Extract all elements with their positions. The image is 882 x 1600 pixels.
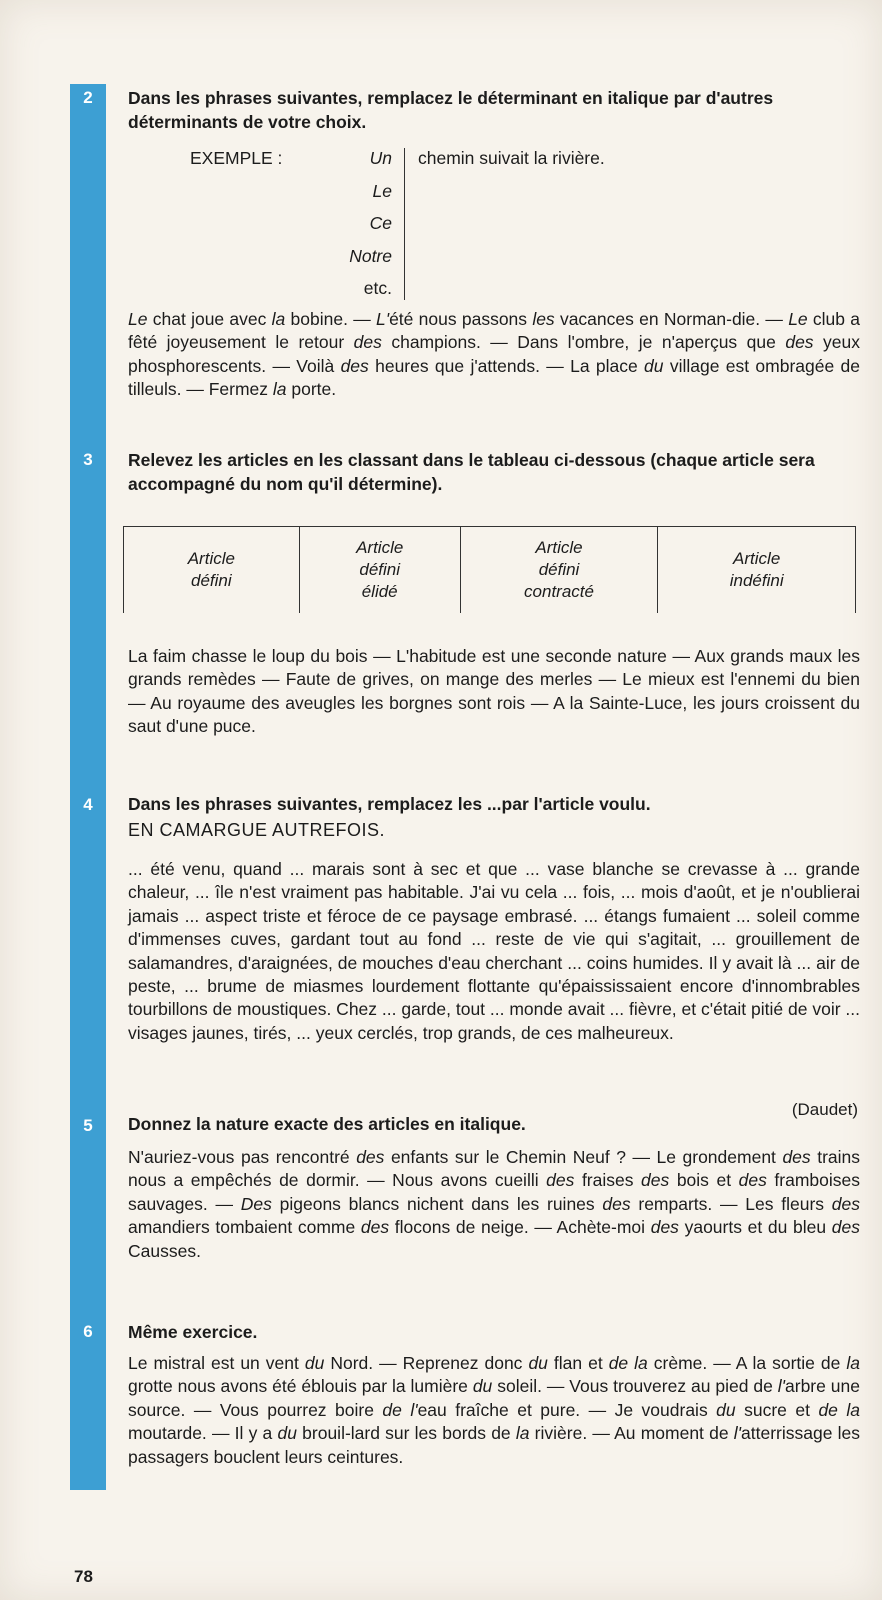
exercise-margin-bar bbox=[70, 84, 106, 1490]
example-label: EXEMPLE : bbox=[190, 148, 283, 168]
exercise-3-heading: Relevez les articles en les classant dans le tableau ci-dessous (chaque article sera accompagné du nom qu'il détermine). bbox=[128, 450, 815, 494]
table-header-cell: Article défini bbox=[124, 527, 300, 614]
example-determiner: Le bbox=[372, 180, 392, 201]
exercise-3-text: La faim chasse le loup du bois — L'habitude est une seconde nature — Aux grands maux les grands remèdes — Faute de grives, on mange des merles — Le mieux est l'ennemi du bien — Au royaume des aveugles les borgnes sont rois — A la Sainte-Luce, les jours croissent du saut d'une puce. bbox=[128, 646, 860, 737]
table-header-cell: Article défini contracté bbox=[460, 527, 658, 614]
example-determiner: Un bbox=[369, 148, 392, 168]
table-header-cell: Article défini élidé bbox=[299, 527, 460, 614]
example-sentence-rest: chemin suivait la rivière. bbox=[418, 148, 605, 168]
exercise-number-4: 4 bbox=[83, 795, 93, 814]
exercise-4-author: (Daudet) bbox=[791, 1100, 858, 1119]
exercise-number-2: 2 bbox=[83, 88, 93, 107]
exercise-number-6: 6 bbox=[83, 1322, 93, 1341]
exercise-number-5: 5 bbox=[83, 1116, 93, 1135]
exercise-6-text: Le mistral est un vent du Nord. — Reprenez donc du flan et de la crème. — A la sortie de la grotte nous avons été éblouis par la lumière du soleil. — Vous trouverez au pied de l'arbre une source. — Vous pourrez boire de l'eau fraîche et pure. — Je voudrais du sucre et de la moutarde. — Il y a du brouil-lard sur les bords de la rivière. — Au moment de l'atterrissage les passagers bouclent leurs ceintures. bbox=[128, 1353, 860, 1467]
table-header-cell: Article indéfini bbox=[658, 527, 856, 614]
page-number: 78 bbox=[74, 1567, 93, 1586]
example-determiner: etc. bbox=[363, 278, 392, 298]
exercise-4-title: EN CAMARGUE AUTREFOIS. bbox=[128, 820, 386, 840]
exercise-5-text: N'auriez-vous pas rencontré des enfants sur le Chemin Neuf ? — Le grondement des trains nous a empêchés de dormir. — Nous avons cueilli des fraises des bois et des framboises sauvages. — Des pigeons blancs nichent dans les ruines des remparts. — Les fleurs des amandiers tombaient comme des flocons de neige. — Achète-moi des yaourts et du bleu des Causses. bbox=[128, 1147, 860, 1261]
exercise-4-text: ... été venu, quand ... marais sont à sec et que ... vase blanche se crevasse à ... grande chaleur, ... île n'est vraiment pas habitable. J'ai vu cela ... fois, ... mois d'août, et je n'oublierai jamais ... aspect triste et féroce de ce paysage embrasé. ... étangs fumaient ... soleil comme d'immenses cuves, gardant tout au fond ... reste de vie qui s'agitait, ... grouillement de salamandres, d'araignées, de mouches d'eau cherchant ... coins humides. Il y avait là ... air de peste, ... brume de miasmes lourdement flottante qu'épaississaient encore d'innombrables tourbillons de moustiques. Chez ... garde, tout ... monde avait ... fièvre, et c'était pitié de voir ... visages jaunes, tirés, ... yeux cerclés, trop grands, de ces malheureux. bbox=[128, 859, 860, 1043]
exercise-number-3: 3 bbox=[83, 450, 93, 469]
article-classification-table bbox=[123, 526, 856, 613]
example-determiner: Ce bbox=[369, 213, 392, 233]
example-determiner: Notre bbox=[349, 245, 392, 266]
exercise-6-heading: Même exercice. bbox=[128, 1322, 258, 1342]
exercise-2-heading: Dans les phrases suivantes, remplacez le déterminant en italique par d'autres déterminants de votre choix. bbox=[128, 88, 774, 132]
exercise-5-heading: Donnez la nature exacte des articles en italique. bbox=[128, 1114, 526, 1134]
exercise-2-text: Le chat joue avec la bobine. — L'été nous passons les vacances en Norman-die. — Le club a fêté joyeusement le retour des champions. — Dans l'ombre, je n'aperçus que des yeux phosphorescents. — Voilà des heures que j'attends. — La place du village est ombragée de tilleuls. — Fermez la porte. bbox=[128, 309, 861, 400]
exercise-2-example bbox=[190, 148, 690, 300]
example-determiners bbox=[310, 148, 405, 300]
exercise-4-heading: Dans les phrases suivantes, remplacez les ...par l'article voulu. bbox=[128, 794, 651, 814]
